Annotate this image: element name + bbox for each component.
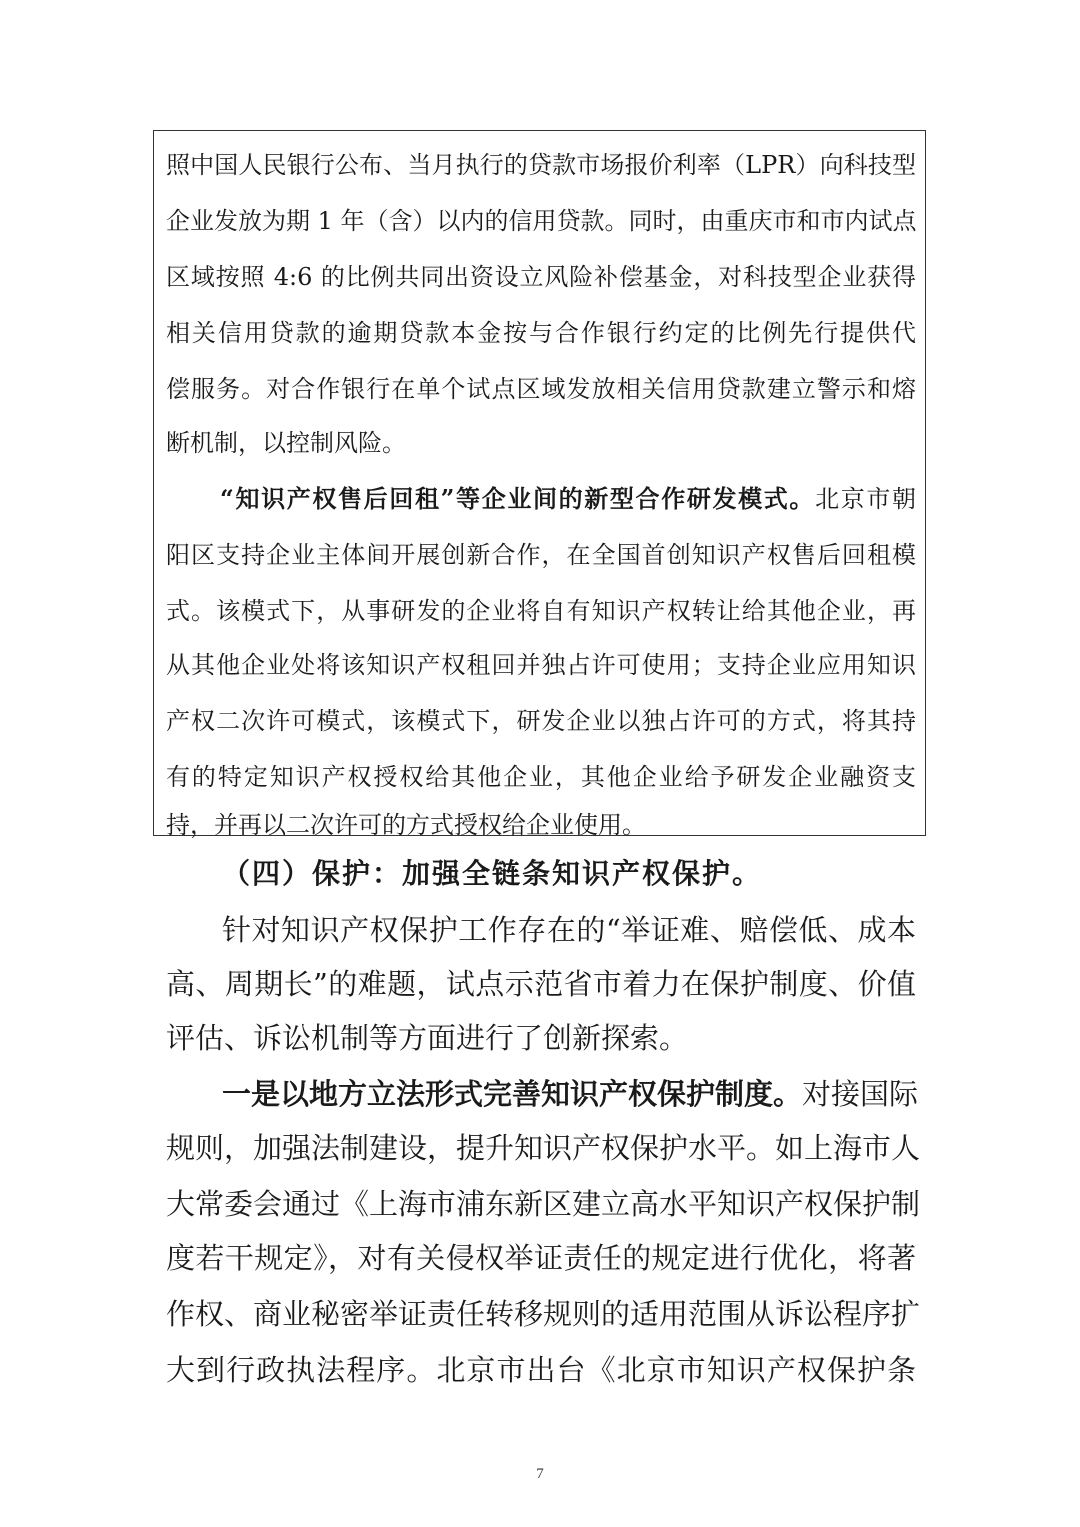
section-para2-line-4: 度若干规定》，对有关侵权举证责任的规定进行优化，将著 — [166, 1241, 916, 1275]
box-p2-line-7: 持，并再以二次许可的方式授权给企业使用。 — [166, 811, 646, 839]
box-p2-line-2: 阳区支持企业主体间开展创新合作，在全国首创知识产权售后回租模 — [166, 541, 916, 569]
box-line-3: 区域按照 4:6 的比例共同出资设立风险补偿基金，对科技型企业获得 — [166, 263, 916, 291]
box-line-2: 企业发放为期 1 年（含）以内的信用贷款。同时，由重庆市和市内试点 — [166, 207, 917, 235]
box-line-1: 照中国人民银行公布、当月执行的贷款市场报价利率（LPR）向科技型 — [166, 151, 916, 179]
box-p2-first-line — [220, 484, 916, 514]
box-line-5: 偿服务。对合作银行在单个试点区域发放相关信用贷款建立警示和熔 — [166, 375, 916, 403]
section-para1-line-2: 高、周期长”的难题，试点示范省市着力在保护制度、价值 — [166, 967, 916, 1001]
section-para2-first-line — [222, 1076, 919, 1112]
section-para2-line-2: 规则，加强法制建设，提升知识产权保护水平。如上海市人 — [166, 1131, 921, 1165]
box-p2-line-4: 从其他企业处将该知识产权租回并独占许可使用；支持企业应用知识 — [166, 651, 916, 679]
box-p2-bold-lead: “知识产权售后回租”等企业间的新型合作研发模式。 — [220, 484, 816, 513]
section-para2-bold-lead: 一是以地方立法形式完善知识产权保护制度。 — [222, 1077, 803, 1111]
section-heading: （四）保护：加强全链条知识产权保护。 — [222, 857, 763, 890]
page-number: 7 — [536, 1466, 544, 1482]
box-p2-first-rest: 北京市朝 — [815, 485, 917, 513]
section-para1-line-1: 针对知识产权保护工作存在的“举证难、赔偿低、成本 — [222, 913, 916, 947]
box-p2-line-6: 有的特定知识产权授权给其他企业，其他企业给予研发企业融资支 — [166, 763, 916, 791]
section-para2-line-6: 大到行政执法程序。北京市出台《北京市知识产权保护条 — [166, 1353, 916, 1387]
box-p2-line-5: 产权二次许可模式，该模式下，研发企业以独占许可的方式，将其持 — [166, 707, 916, 735]
section-para1-line-3: 评估、诉讼机制等方面进行了创新探索。 — [166, 1021, 689, 1055]
box-p2-line-3: 式。该模式下，从事研发的企业将自有知识产权转让给其他企业，再 — [166, 597, 916, 625]
section-para2-line-5: 作权、商业秘密举证责任转移规则的适用范围从诉讼程序扩 — [166, 1297, 921, 1331]
section-para2-first-rest: 对接国际 — [802, 1077, 919, 1111]
box-line-4: 相关信用贷款的逾期贷款本金按与合作银行约定的比例先行提供代 — [166, 319, 916, 347]
section-para2-line-3: 大常委会通过《上海市浦东新区建立高水平知识产权保护制 — [166, 1187, 921, 1221]
box-line-6: 断机制，以控制风险。 — [166, 429, 406, 457]
